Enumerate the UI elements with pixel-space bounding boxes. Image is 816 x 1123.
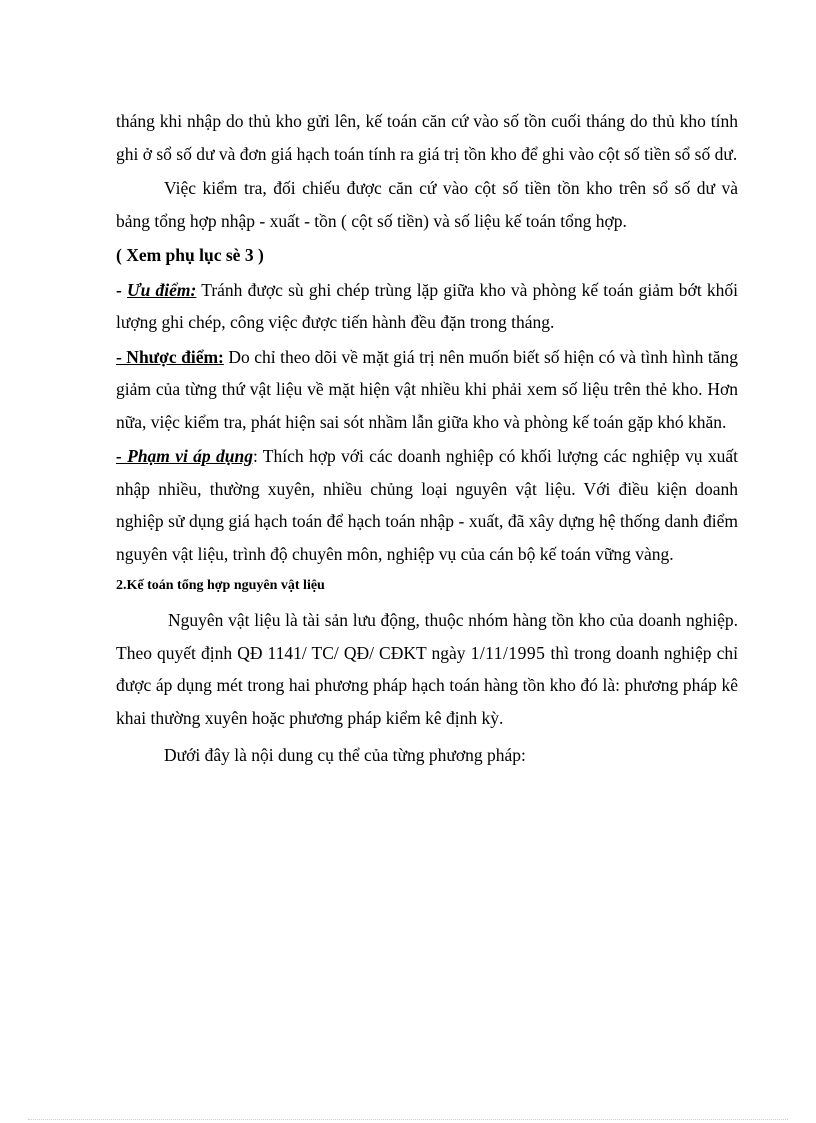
inventory-methods-text-start: Nguyên vật liệu là tài sản lưu động, thuộc nhóm hàng tồn kho của doanh nghiệp. Theo quyết định QĐ 1141/ TC/ QĐ/ CĐKT ngày [116,610,738,663]
inventory-methods-text-end: thì trong doanh nghiệp chỉ được áp dụng mét trong hai phương pháp hạch toán hàng tồn kho đó là: phương pháp kê khai thường xuyên hoặc phương pháp kiểm kê định kỳ. [116,642,738,728]
paragraph-scope [116,440,738,570]
decision-date: 1/11/1995 [470,642,546,663]
disadvantages-text: Do chỉ theo dõi về mặt giá trị nên muốn biết số hiện có và tình hình tăng giảm của từng thứ vật liệu về mặt hiện vật nhiều khi phải xem số liệu trên thẻ kho. Hơn nữa, việc kiểm tra, phát hiện sai sót nhầm lẫn giữa kho và phòng kế toán gặp khó khăn. [116,346,738,432]
scope-label: - Phạm vi áp dụng [116,446,253,466]
paragraph-method-intro: Dưới đây là nội dung cụ thể của từng phương pháp: [164,745,526,765]
page-bottom-rule [28,1119,788,1120]
document-body [116,105,738,772]
paragraph-inventory-methods [116,604,738,734]
appendix-reference: ( Xem phụ lục sè 3 ) [116,245,264,265]
paragraph-reconciliation: Việc kiểm tra, đối chiếu được căn cứ vào cột số tiền tồn kho trên sổ số dư và bảng tổng hợp nhập - xuất - tồn ( cột số tiền) và số liệu kế toán tổng hợp. [116,178,738,231]
scope-text: : Thích hợp với các doanh nghiệp có khối lượng các nghiệp vụ xuất nhập nhiều, thường xuyên, nhiều chủng loại nguyên vật liệu. Với điều kiện doanh nghiệp sử dụng giá hạch toán để hạch toán nhập - xuất, đã xây dựng hệ thống danh điểm nguyên vật liệu, trình độ chuyên môn, nghiệp vụ của cán bộ kế toán vững vàng. [116,446,738,564]
advantages-text: Tránh được sù ghi chép trùng lặp giữa kho và phòng kế toán giảm bớt khối lượng ghi chép, công việc được tiến hành đều đặn trong tháng. [116,279,738,332]
paragraph-disadvantages [116,341,738,439]
advantages-label: Ưu điểm: [127,279,197,300]
advantages-prefix: - [116,279,128,300]
paragraph-advantages [116,274,738,339]
section-heading: 2.Kế toán tổng hợp nguyên vật liệu [116,578,325,593]
paragraph-stock-valuation: tháng khi nhập do thủ kho gửi lên, kế toán căn cứ vào số tồn cuối tháng do thủ kho tính ghi ở sổ số dư và đơn giá hạch toán tính ra giá trị tồn kho để ghi vào cột số tiền sổ số dư. [116,111,738,164]
disadvantages-label: - Nhược điểm: [116,346,224,367]
